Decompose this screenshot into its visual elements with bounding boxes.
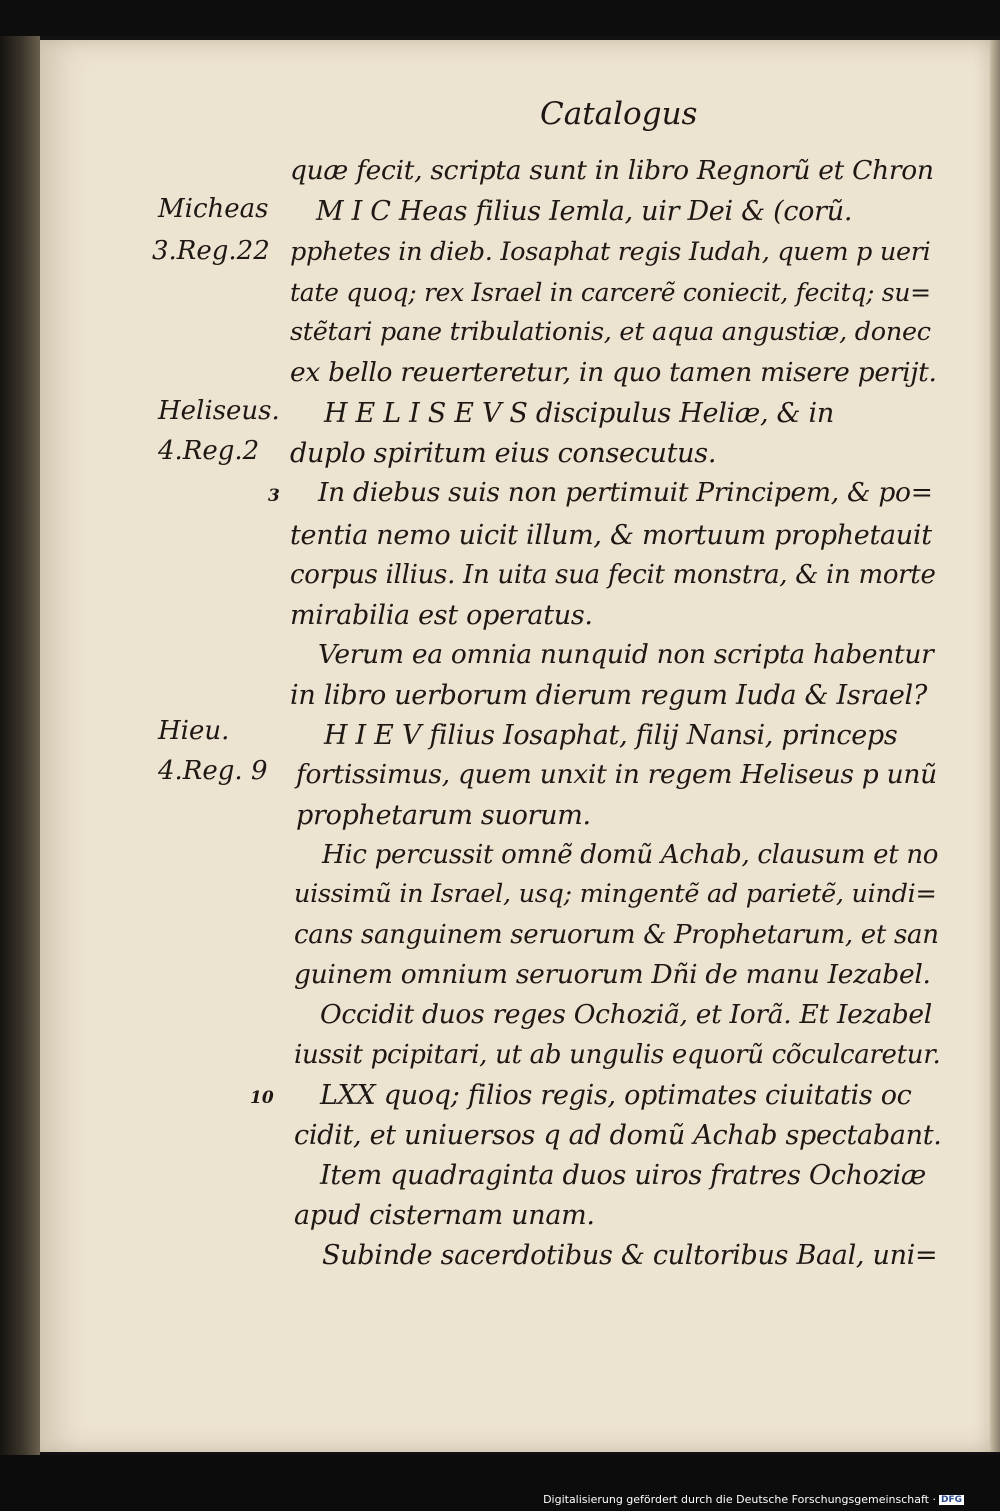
margin-note-hieu: Hieu.: [158, 716, 230, 746]
text-line: apud cisternam unam.: [294, 1200, 595, 1231]
text-line: ex bello reuerteretur, in quo tamen misere perijt.: [290, 357, 937, 388]
text-line: LXX quoq; filios regis, optimates ciuitatis oc: [320, 1080, 912, 1111]
text-line: uissimũ in Israel, usq; mingentẽ ad parietẽ, uindi=: [294, 879, 937, 909]
text-line: Occidit duos reges Ochoziã, et Iorã. Et Iezabel: [320, 999, 932, 1030]
page-edge: [990, 40, 1000, 1452]
text-line: tentia nemo uicit illum, & mortuum prophetauit: [290, 520, 932, 551]
text-line: Hic percussit omnẽ domũ Achab, clausum et no: [322, 840, 939, 870]
margin-note-heliseus: Heliseus.: [158, 396, 280, 426]
text-line: M I C Heas filius Iemla, uir Dei & (corũ.: [316, 196, 853, 227]
book-spine: [0, 36, 40, 1455]
margin-verse-10: 10: [250, 1088, 274, 1108]
margin-note-micheas: Micheas: [158, 194, 269, 224]
text-line: iussit pcipitari, ut ab ungulis equorũ cõculcaretur.: [294, 1040, 941, 1070]
text-line: Subinde sacerdotibus & cultoribus Baal, uni=: [322, 1240, 938, 1271]
margin-verse-3: 3: [268, 486, 280, 506]
scan-top-border: [0, 0, 1000, 36]
text-line: fortissimus, quem unxit in regem Heliseus p unũ: [296, 759, 937, 790]
text-line: stẽtari pane tribulationis, et aqua angustiæ, donec: [290, 317, 931, 347]
text-line: Item quadraginta duos uiros fratres Ochoziæ: [320, 1160, 926, 1191]
margin-note-3-reg-22: 3.Reg.22: [152, 236, 270, 266]
margin-note-4-reg-2: 4.Reg.2: [158, 436, 260, 466]
text-line: H E L I S E V S discipulus Heliæ, & in: [324, 398, 834, 429]
text-line: in libro uerborum dierum regum Iuda & Israel?: [290, 680, 928, 711]
text-line: guinem omnium seruorum Dñi de manu Iezabel.: [294, 959, 931, 990]
text-line: cans sanguinem seruorum & Prophetarum, et san: [294, 920, 939, 950]
running-head: Catalogus: [540, 96, 698, 132]
text-line: corpus illius. In uita sua fecit monstra, & in morte: [290, 560, 936, 590]
text-line: In diebus suis non pertimuit Principem, & po=: [318, 477, 933, 508]
text-line: quæ fecit, scripta sunt in libro Regnorũ et Chron: [290, 155, 934, 186]
footer-text: Digitalisierung gefördert durch die Deutsche Forschungsgemeinschaft ·: [543, 1493, 936, 1506]
text-line: cidit, et uniuersos q ad domũ Achab spectabant.: [294, 1120, 942, 1151]
text-line: tate quoq; rex Israel in carcerẽ coniecit, fecitq; su=: [290, 278, 931, 307]
text-line: mirabilia est operatus.: [290, 600, 593, 631]
text-line: prophetarum suorum.: [296, 800, 591, 831]
text-line: H I E V filius Iosaphat, filij Nansi, princeps: [324, 720, 898, 751]
text-line: pphetes in dieb. Iosaphat regis Iudah, quem p ueri: [290, 237, 931, 267]
text-line: Verum ea omnia nunquid non scripta habentur: [318, 639, 934, 670]
margin-note-4-reg-9: 4.Reg. 9: [158, 756, 268, 786]
digitization-footer: [543, 1493, 964, 1506]
text-line: duplo spiritum eius consecutus.: [290, 438, 717, 469]
dfg-logo: DFG: [940, 1495, 962, 1505]
